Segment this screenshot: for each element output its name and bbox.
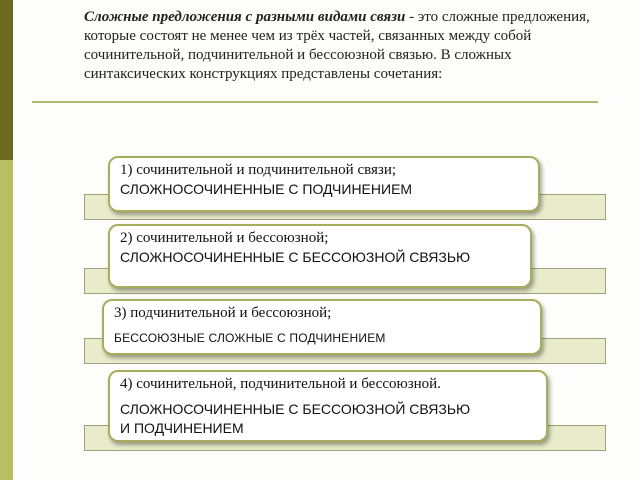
- item-3-title: 3) подчинительной и бессоюзной;: [114, 305, 332, 321]
- header-divider: [32, 101, 598, 103]
- item-1-subtitle: СЛОЖНОСОЧИНЕННЫЕ С ПОДЧИНЕНИЕМ: [120, 181, 413, 197]
- intro-text: - это сложные предложения, которые состоят не менее чем из трёх частей, связанных между собой сочинительной, подчинительной и бессоюзной связью. В сложных синтаксических конструкциях представлены сочетания:: [84, 9, 590, 82]
- item-2-title: 2) сочинительной и бессоюзной;: [120, 230, 329, 246]
- intro-term: Сложные предложения с разными видами связи: [84, 9, 406, 25]
- item-2-subtitle: СЛОЖНОСОЧИНЕННЫЕ С БЕССОЮЗНОЙ СВЯЗЬЮ: [120, 249, 471, 265]
- item-3-subtitle: БЕССОЮЗНЫЕ СЛОЖНЫЕ С ПОДЧИНЕНИЕМ: [114, 331, 386, 345]
- accent-stripe-light: [0, 160, 13, 480]
- item-card-4: [108, 370, 548, 442]
- intro-paragraph: [84, 8, 604, 84]
- item-4-title: 4) сочинительной, подчинительной и бессоюзной.: [120, 376, 441, 392]
- item-1-title: 1) сочинительной и подчинительной связи;: [120, 162, 397, 178]
- item-card-1: [108, 156, 540, 212]
- item-card-3: [102, 299, 542, 355]
- item-card-2: [108, 224, 532, 288]
- item-4-subtitle: СЛОЖНОСОЧИНЕННЫЕ С БЕССОЮЗНОЙ СВЯЗЬЮ И ПОДЧИНЕНИЕМ: [120, 401, 471, 436]
- accent-stripe-dark: [0, 0, 13, 160]
